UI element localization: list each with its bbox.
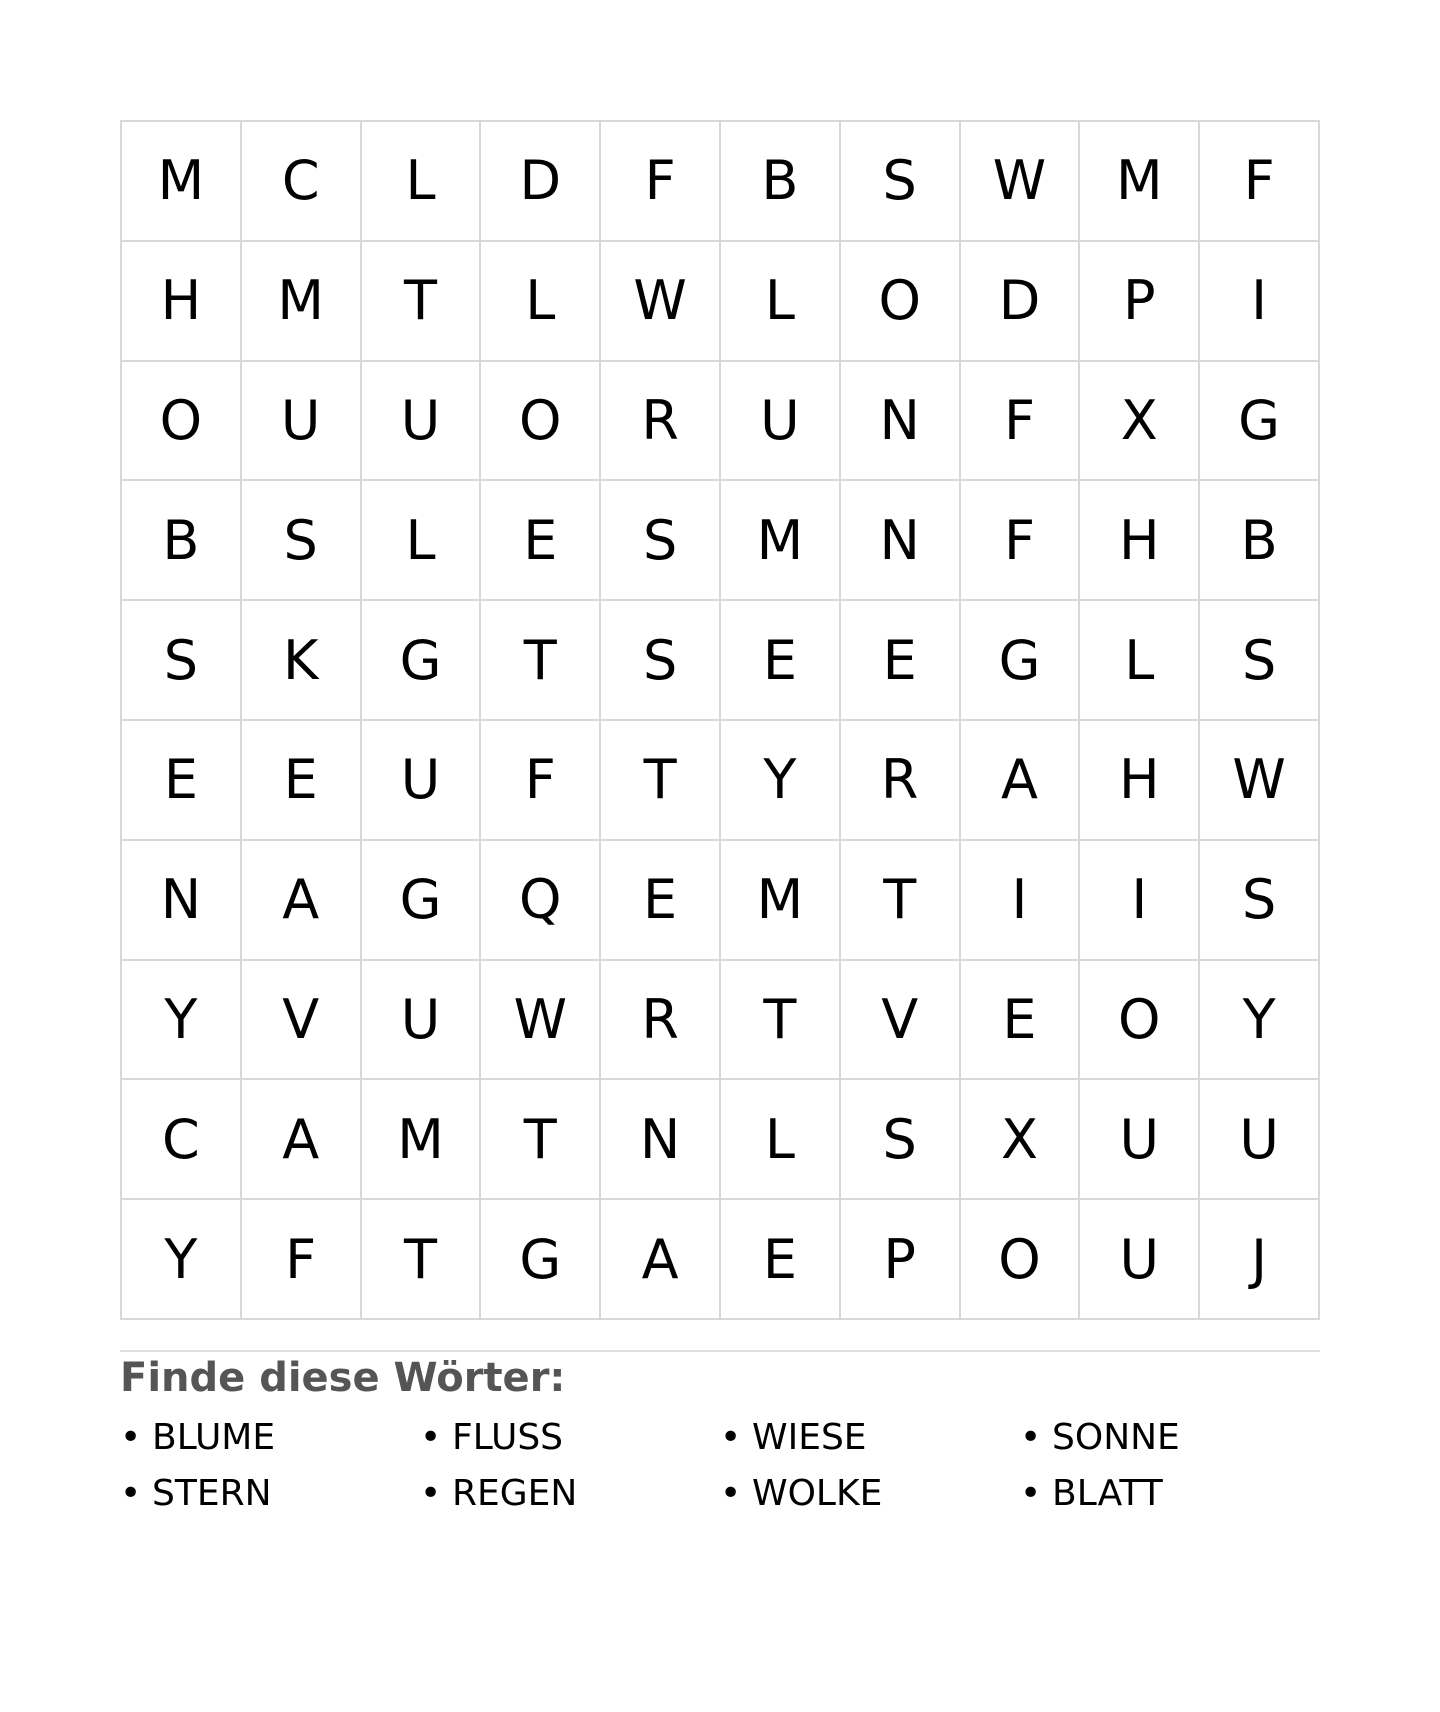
word-label: SONNE (1052, 1417, 1180, 1458)
grid-cell[interactable]: T (481, 601, 601, 721)
grid-cell[interactable]: X (1080, 362, 1200, 482)
grid-cell[interactable]: Y (122, 1200, 242, 1320)
grid-cell[interactable]: O (122, 362, 242, 482)
grid-cell[interactable]: W (481, 961, 601, 1081)
grid-cell[interactable]: L (362, 481, 482, 601)
grid-cell[interactable]: O (481, 362, 601, 482)
grid-cell[interactable]: U (242, 362, 362, 482)
grid-cell[interactable]: U (362, 961, 482, 1081)
grid-cell[interactable]: S (242, 481, 362, 601)
grid-cell[interactable]: E (242, 721, 362, 841)
grid-cell[interactable]: L (481, 242, 601, 362)
grid-cell[interactable]: F (961, 481, 1081, 601)
bullet-icon: • (120, 1417, 142, 1458)
grid-cell[interactable]: F (481, 721, 601, 841)
grid-cell[interactable]: S (601, 481, 721, 601)
word-list-item (420, 1466, 720, 1522)
grid-cell[interactable]: X (961, 1080, 1081, 1200)
grid-cell[interactable]: S (122, 601, 242, 721)
bullet-icon: • (420, 1417, 442, 1458)
grid-cell[interactable]: U (721, 362, 841, 482)
grid-cell[interactable]: T (362, 242, 482, 362)
grid-cell[interactable]: D (481, 122, 601, 242)
grid-cell[interactable]: U (1080, 1200, 1200, 1320)
word-list (120, 1410, 1320, 1522)
grid-cell[interactable]: E (841, 601, 961, 721)
grid-cell[interactable]: T (601, 721, 721, 841)
grid-cell[interactable]: M (122, 122, 242, 242)
grid-cell[interactable]: M (721, 481, 841, 601)
grid-cell[interactable]: O (1080, 961, 1200, 1081)
grid-cell[interactable]: A (242, 1080, 362, 1200)
grid-cell[interactable]: L (721, 1080, 841, 1200)
grid-cell[interactable]: Y (1200, 961, 1320, 1081)
grid-cell[interactable]: C (242, 122, 362, 242)
word-list-item (420, 1410, 720, 1466)
grid-cell[interactable]: L (1080, 601, 1200, 721)
grid-cell[interactable]: U (362, 721, 482, 841)
grid-cell[interactable]: R (841, 721, 961, 841)
grid-cell[interactable]: F (1200, 122, 1320, 242)
grid-cell[interactable]: T (721, 961, 841, 1081)
grid-cell[interactable]: F (601, 122, 721, 242)
grid-cell[interactable]: G (481, 1200, 601, 1320)
grid-cell[interactable]: F (961, 362, 1081, 482)
word-label: BLATT (1052, 1473, 1163, 1514)
grid-cell[interactable]: A (242, 841, 362, 961)
letter-grid (120, 120, 1320, 1320)
bullet-icon: • (720, 1417, 742, 1458)
divider (120, 1350, 1320, 1352)
word-label: REGEN (452, 1473, 578, 1514)
grid-cell[interactable]: S (841, 1080, 961, 1200)
grid-cell[interactable]: T (481, 1080, 601, 1200)
grid-cell[interactable]: E (122, 721, 242, 841)
grid-cell[interactable]: E (721, 601, 841, 721)
grid-cell[interactable]: N (841, 481, 961, 601)
grid-cell[interactable]: A (601, 1200, 721, 1320)
grid-cell[interactable]: H (1080, 481, 1200, 601)
grid-cell[interactable]: W (1200, 721, 1320, 841)
grid-cell[interactable]: U (362, 362, 482, 482)
word-list-item (1020, 1466, 1320, 1522)
grid-cell[interactable]: L (362, 122, 482, 242)
bullet-icon: • (720, 1473, 742, 1514)
bullet-icon: • (120, 1473, 142, 1514)
grid-cell[interactable]: H (1080, 721, 1200, 841)
grid-cell[interactable]: G (362, 601, 482, 721)
grid-cell[interactable]: V (242, 961, 362, 1081)
bullet-icon: • (1020, 1417, 1042, 1458)
grid-cell[interactable]: M (362, 1080, 482, 1200)
word-label: WOLKE (752, 1473, 883, 1514)
grid-cell[interactable]: P (1080, 242, 1200, 362)
word-list-item (120, 1466, 420, 1522)
grid-cell[interactable]: M (721, 841, 841, 961)
grid-cell[interactable]: U (1200, 1080, 1320, 1200)
grid-cell[interactable]: E (961, 961, 1081, 1081)
word-list-item (1020, 1410, 1320, 1466)
word-list-title: Finde diese Wörter: (120, 1355, 566, 1401)
word-label: STERN (152, 1473, 272, 1514)
grid-cell[interactable]: B (1200, 481, 1320, 601)
grid-cell[interactable]: S (601, 601, 721, 721)
grid-cell[interactable]: N (841, 362, 961, 482)
grid-cell[interactable]: G (1200, 362, 1320, 482)
grid-cell[interactable]: S (841, 122, 961, 242)
word-label: WIESE (752, 1417, 867, 1458)
grid-cell[interactable]: Y (721, 721, 841, 841)
grid-cell[interactable]: I (1200, 242, 1320, 362)
grid-cell[interactable]: F (242, 1200, 362, 1320)
word-list-item (720, 1466, 1020, 1522)
grid-cell[interactable]: Y (122, 961, 242, 1081)
grid-cell[interactable]: L (721, 242, 841, 362)
word-label: FLUSS (452, 1417, 564, 1458)
grid-cell[interactable]: R (601, 362, 721, 482)
grid-cell[interactable]: E (721, 1200, 841, 1320)
grid-cell[interactable]: T (841, 841, 961, 961)
bullet-icon: • (420, 1473, 442, 1514)
grid-cell[interactable]: I (1080, 841, 1200, 961)
grid-cell[interactable]: S (1200, 841, 1320, 961)
bullet-icon: • (1020, 1473, 1042, 1514)
grid-cell[interactable]: G (961, 601, 1081, 721)
grid-cell[interactable]: D (961, 242, 1081, 362)
grid-cell[interactable]: O (961, 1200, 1081, 1320)
grid-cell[interactable]: P (841, 1200, 961, 1320)
grid-cell[interactable]: Q (481, 841, 601, 961)
grid-cell[interactable]: K (242, 601, 362, 721)
grid-cell[interactable]: O (841, 242, 961, 362)
word-list-item (720, 1410, 1020, 1466)
grid-cell[interactable]: M (1080, 122, 1200, 242)
grid-cell[interactable]: J (1200, 1200, 1320, 1320)
grid-cell[interactable]: N (601, 1080, 721, 1200)
grid-cell[interactable]: V (841, 961, 961, 1081)
grid-cell[interactable]: A (961, 721, 1081, 841)
grid-cell[interactable]: N (122, 841, 242, 961)
grid-cell[interactable]: B (721, 122, 841, 242)
grid-cell[interactable]: B (122, 481, 242, 601)
grid-cell[interactable]: W (601, 242, 721, 362)
grid-cell[interactable]: R (601, 961, 721, 1081)
grid-cell[interactable]: C (122, 1080, 242, 1200)
grid-cell[interactable]: S (1200, 601, 1320, 721)
grid-cell[interactable]: E (481, 481, 601, 601)
word-label: BLUME (152, 1417, 276, 1458)
grid-cell[interactable]: U (1080, 1080, 1200, 1200)
grid-cell[interactable]: G (362, 841, 482, 961)
word-list-item (120, 1410, 420, 1466)
grid-cell[interactable]: T (362, 1200, 482, 1320)
grid-cell[interactable]: M (242, 242, 362, 362)
grid-cell[interactable]: W (961, 122, 1081, 242)
grid-cell[interactable]: I (961, 841, 1081, 961)
grid-cell[interactable]: H (122, 242, 242, 362)
grid-cell[interactable]: E (601, 841, 721, 961)
